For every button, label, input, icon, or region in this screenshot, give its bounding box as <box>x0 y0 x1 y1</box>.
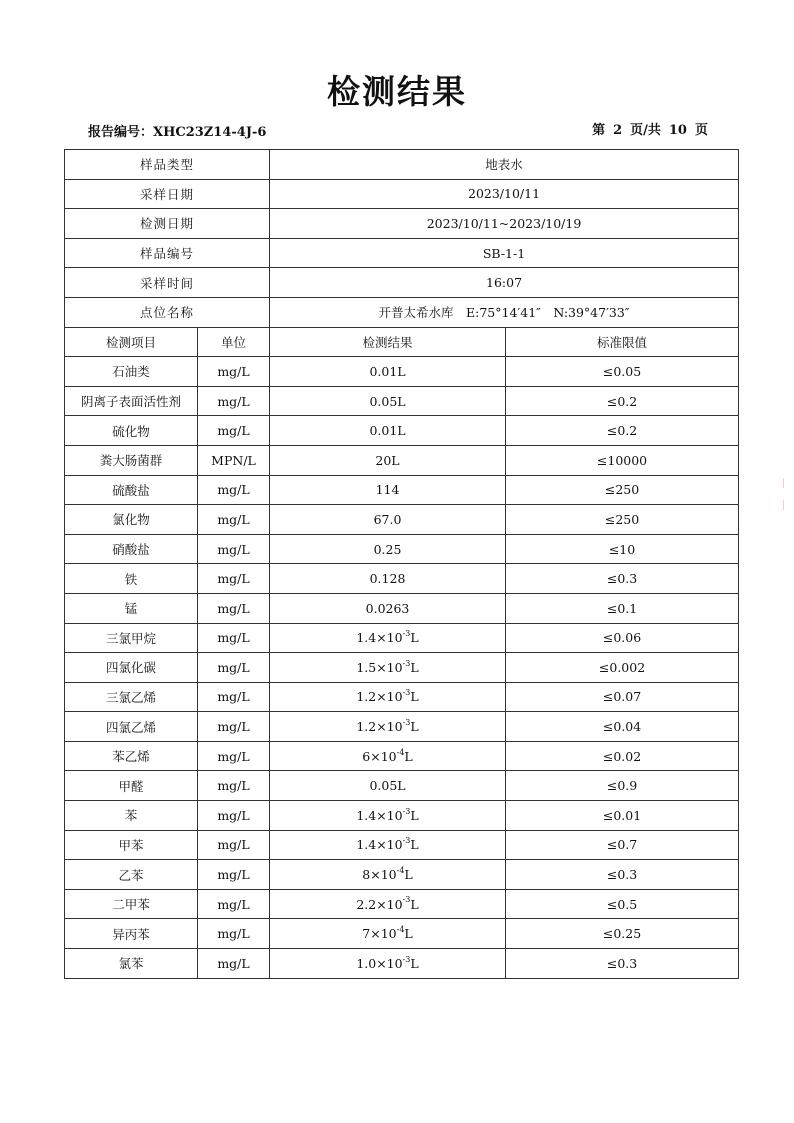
unit-cell: mg/L <box>198 386 270 416</box>
result-exponent: -3 <box>402 688 411 698</box>
results-table <box>64 149 739 979</box>
table-row <box>65 830 739 860</box>
item-cell: 四氯乙烯 <box>65 712 198 742</box>
item-cell: 苯 <box>65 801 198 831</box>
page-suffix: 页 <box>694 123 708 138</box>
unit-cell: mg/L <box>198 889 270 919</box>
limit-cell: ≤0.7 <box>506 830 739 860</box>
result-cell: 67.0 <box>270 505 506 535</box>
unit-cell: mg/L <box>198 830 270 860</box>
table-row <box>65 475 739 505</box>
item-cell: 乙苯 <box>65 860 198 890</box>
info-label: 点位名称 <box>65 297 270 327</box>
info-value: 开普太希水库 E:75°14′41″ N:39°47′33″ <box>270 297 739 327</box>
table-row <box>65 801 739 831</box>
table-row <box>65 889 739 919</box>
limit-cell: ≤0.06 <box>506 623 739 653</box>
result-cell <box>270 712 506 742</box>
result-cell: 114 <box>270 475 506 505</box>
unit-cell: mg/L <box>198 682 270 712</box>
result-cell: 0.128 <box>270 564 506 594</box>
table-row <box>65 919 739 949</box>
item-cell: 四氯化碳 <box>65 653 198 683</box>
table-row <box>65 357 739 387</box>
item-cell: 氯化物 <box>65 505 198 535</box>
result-cell <box>270 949 506 979</box>
result-base: 7×10 <box>362 926 397 942</box>
result-exponent: -4 <box>396 865 405 875</box>
result-base: 1.2×10 <box>356 719 403 735</box>
result-suffix: L <box>410 630 419 646</box>
table-row <box>65 712 739 742</box>
result-base: 1.5×10 <box>356 659 403 675</box>
margin-mark <box>783 478 788 488</box>
result-cell: 0.05L <box>270 386 506 416</box>
info-row-sampling-date <box>65 179 739 209</box>
item-cell: 甲苯 <box>65 830 198 860</box>
header-unit: 单位 <box>198 327 270 357</box>
result-suffix: L <box>404 926 413 942</box>
result-exponent: -3 <box>402 717 411 727</box>
result-cell <box>270 623 506 653</box>
page-prefix: 第 <box>592 123 606 138</box>
page-total: 10 <box>668 123 687 138</box>
unit-cell: mg/L <box>198 949 270 979</box>
info-row-sampling-time <box>65 268 739 298</box>
result-base: 2.2×10 <box>356 896 403 912</box>
result-cell <box>270 889 506 919</box>
margin-mark <box>783 500 788 510</box>
item-cell: 锰 <box>65 593 198 623</box>
info-row-sample-number <box>65 238 739 268</box>
limit-cell: ≤0.07 <box>506 682 739 712</box>
table-row <box>65 534 739 564</box>
info-value: 16:07 <box>270 268 739 298</box>
result-cell <box>270 830 506 860</box>
result-cell: 0.01L <box>270 357 506 387</box>
limit-cell: ≤10000 <box>506 445 739 475</box>
limit-cell: ≤0.25 <box>506 919 739 949</box>
table-row <box>65 445 739 475</box>
result-cell: 0.0263 <box>270 593 506 623</box>
table-row <box>65 564 739 594</box>
header-result: 检测结果 <box>270 327 506 357</box>
item-cell: 氯苯 <box>65 949 198 979</box>
info-value: 地表水 <box>270 150 739 180</box>
result-suffix: L <box>410 719 419 735</box>
unit-cell: mg/L <box>198 593 270 623</box>
info-value: 2023/10/11~2023/10/19 <box>270 209 739 239</box>
result-cell: 20L <box>270 445 506 475</box>
info-label: 样品类型 <box>65 150 270 180</box>
table-row <box>65 593 739 623</box>
unit-cell: mg/L <box>198 357 270 387</box>
unit-cell: MPN/L <box>198 445 270 475</box>
table-row <box>65 653 739 683</box>
page-title: 检测结果 <box>327 72 467 111</box>
limit-cell: ≤0.9 <box>506 771 739 801</box>
result-rows <box>65 357 739 978</box>
result-cell: 0.01L <box>270 416 506 446</box>
info-row-location <box>65 297 739 327</box>
result-base: 1.4×10 <box>356 630 403 646</box>
table-row <box>65 416 739 446</box>
page-current: 2 <box>613 123 623 138</box>
result-exponent: -3 <box>402 895 411 905</box>
result-suffix: L <box>404 867 413 883</box>
item-cell: 铁 <box>65 564 198 594</box>
item-cell: 苯乙烯 <box>65 741 198 771</box>
table-row <box>65 949 739 979</box>
info-label: 采样时间 <box>65 268 270 298</box>
item-cell: 阴离子表面活性剂 <box>65 386 198 416</box>
unit-cell: mg/L <box>198 919 270 949</box>
result-suffix: L <box>410 689 419 705</box>
info-label: 样品编号 <box>65 238 270 268</box>
limit-cell: ≤0.2 <box>506 416 739 446</box>
result-exponent: -3 <box>402 954 411 964</box>
unit-cell: mg/L <box>198 653 270 683</box>
result-cell <box>270 919 506 949</box>
table-row <box>65 860 739 890</box>
result-base: 1.0×10 <box>356 955 403 971</box>
result-suffix: L <box>404 748 413 764</box>
result-cell <box>270 860 506 890</box>
unit-cell: mg/L <box>198 623 270 653</box>
result-exponent: -4 <box>396 925 405 935</box>
result-cell: 0.25 <box>270 534 506 564</box>
result-base: 8×10 <box>362 867 397 883</box>
result-cell <box>270 682 506 712</box>
result-suffix: L <box>410 955 419 971</box>
item-cell: 硝酸盐 <box>65 534 198 564</box>
result-suffix: L <box>410 837 419 853</box>
table-row <box>65 682 739 712</box>
item-cell: 硫酸盐 <box>65 475 198 505</box>
table-row <box>65 741 739 771</box>
result-base: 1.4×10 <box>356 807 403 823</box>
result-base: 1.2×10 <box>356 689 403 705</box>
result-cell: 0.05L <box>270 771 506 801</box>
header-item: 检测项目 <box>65 327 198 357</box>
limit-cell: ≤0.05 <box>506 357 739 387</box>
table-row <box>65 386 739 416</box>
item-cell: 三氯甲烷 <box>65 623 198 653</box>
item-cell: 硫化物 <box>65 416 198 446</box>
table-row <box>65 623 739 653</box>
limit-cell: ≤0.04 <box>506 712 739 742</box>
result-cell <box>270 801 506 831</box>
limit-cell: ≤0.5 <box>506 889 739 919</box>
limit-cell: ≤0.002 <box>506 653 739 683</box>
unit-cell: mg/L <box>198 564 270 594</box>
limit-cell: ≤0.3 <box>506 860 739 890</box>
item-cell: 石油类 <box>65 357 198 387</box>
result-suffix: L <box>410 896 419 912</box>
header-limit: 标准限值 <box>506 327 739 357</box>
info-value: 2023/10/11 <box>270 179 739 209</box>
result-exponent: -3 <box>402 629 411 639</box>
result-base: 1.4×10 <box>356 837 403 853</box>
limit-cell: ≤250 <box>506 475 739 505</box>
limit-cell: ≤10 <box>506 534 739 564</box>
unit-cell: mg/L <box>198 712 270 742</box>
unit-cell: mg/L <box>198 801 270 831</box>
result-exponent: -3 <box>402 806 411 816</box>
result-exponent: -3 <box>402 658 411 668</box>
table-row <box>65 771 739 801</box>
info-row-test-date <box>65 209 739 239</box>
unit-cell: mg/L <box>198 505 270 535</box>
item-cell: 异丙苯 <box>65 919 198 949</box>
page-indicator <box>588 119 712 138</box>
result-cell <box>270 653 506 683</box>
limit-cell: ≤250 <box>506 505 739 535</box>
info-label: 采样日期 <box>65 179 270 209</box>
result-suffix: L <box>410 659 419 675</box>
result-base: 6×10 <box>362 748 397 764</box>
unit-cell: mg/L <box>198 534 270 564</box>
result-cell <box>270 741 506 771</box>
limit-cell: ≤0.1 <box>506 593 739 623</box>
info-value: SB-1-1 <box>270 238 739 268</box>
unit-cell: mg/L <box>198 771 270 801</box>
info-label: 检测日期 <box>65 209 270 239</box>
limit-cell: ≤0.3 <box>506 564 739 594</box>
report-number: 报告编号：XHC23Z14-4J-6 <box>88 125 267 140</box>
unit-cell: mg/L <box>198 475 270 505</box>
limit-cell: ≤0.01 <box>506 801 739 831</box>
result-exponent: -4 <box>396 747 405 757</box>
info-row-sample-type <box>65 150 739 180</box>
results-header-row <box>65 327 739 357</box>
page-middle: 页/共 <box>630 123 661 138</box>
item-cell: 二甲苯 <box>65 889 198 919</box>
limit-cell: ≤0.2 <box>506 386 739 416</box>
unit-cell: mg/L <box>198 860 270 890</box>
result-exponent: -3 <box>402 836 411 846</box>
limit-cell: ≤0.3 <box>506 949 739 979</box>
item-cell: 甲醛 <box>65 771 198 801</box>
unit-cell: mg/L <box>198 416 270 446</box>
unit-cell: mg/L <box>198 741 270 771</box>
limit-cell: ≤0.02 <box>506 741 739 771</box>
item-cell: 三氯乙烯 <box>65 682 198 712</box>
item-cell: 粪大肠菌群 <box>65 445 198 475</box>
table-row <box>65 505 739 535</box>
result-suffix: L <box>410 807 419 823</box>
